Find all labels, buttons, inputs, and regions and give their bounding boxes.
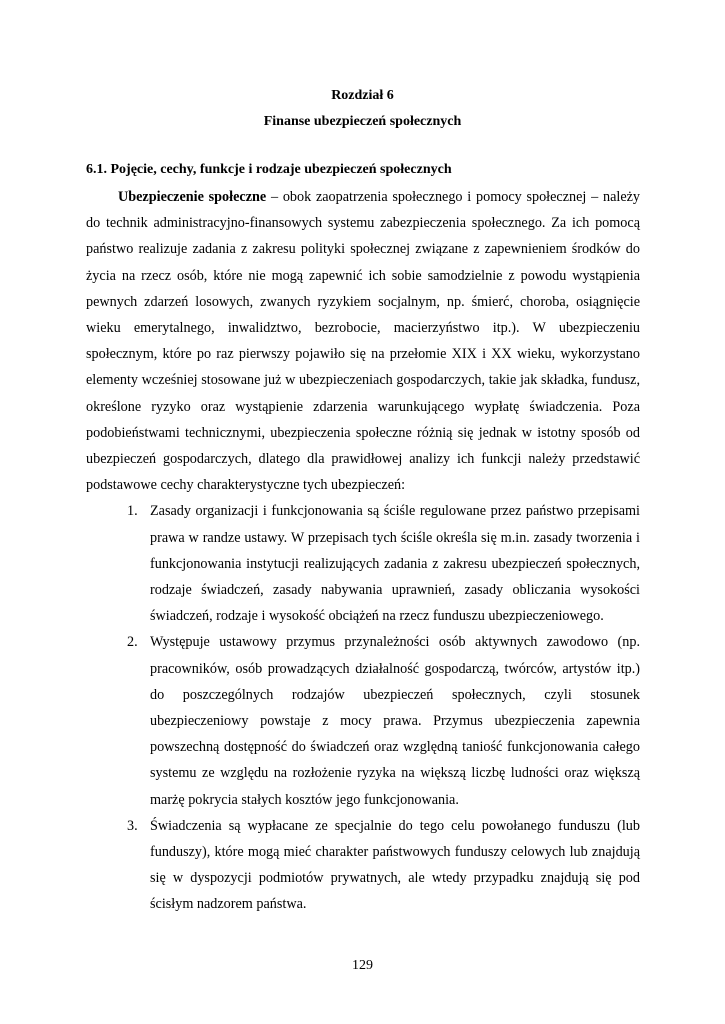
list-item-text: Zasady organizacji i funkcjonowania są ściśle regulowane przez państwo przepisami prawa w randze ustawy. W przepisach tych ściśle określa się m.in. zasady tworzenia i funkcjonowania instytucji realizujących zadania z zakresu ubezpieczeń społecznych, rodzaje świadczeń, zasady nabywania uprawnień, zasady obliczania wysokości świadczeń, rodzaje i wysokość obciążeń na rzecz funduszu ubezpieczeniowego. xyxy=(150,503,640,625)
list-item xyxy=(127,813,640,918)
list-item xyxy=(127,629,640,812)
body-text xyxy=(86,184,640,918)
list-item xyxy=(127,498,640,629)
list-item-number: 2. xyxy=(127,634,138,651)
intro-term: Ubezpieczenie społeczne xyxy=(118,189,267,205)
feature-list xyxy=(86,498,640,917)
section-heading: 6.1. Pojęcie, cechy, funkcje i rodzaje ubezpieczeń społecznych xyxy=(86,162,452,177)
intro-paragraph xyxy=(86,184,640,498)
intro-text: – obok zaopatrzenia społecznego i pomocy społecznej – należy do technik administracyjno-finansowych systemu zabezpieczenia społecznego. Za ich pomocą państwo realizuje zadania z zakresu polityki społecznej związane z zapewnieniem środków do życia na rzecz osób, które nie mogą zapewnić ich sobie samodzielnie z powodu wystąpienia pewnych zdarzeń losowych, zwanych ryzykiem socjalnym, np. śmierć, choroba, osiągnięcie wieku emerytalnego, inwalidztwo, bezrobocie, macierzyństwo itp.). W ubezpieczeniu społecznym, które po raz pierwszy pojawiło się na przełomie XIX i XX wieku, wykorzystano elementy wcześniej stosowane już w ubezpieczeniach gospodarczych, takie jak składka, fundusz, określone ryzyko oraz wystąpienie zdarzenia warunkującego wypłatę świadczenia. Poza podobieństwami technicznymi, ubezpieczenia społeczne różnią się jednak w istotny sposób od ubezpieczeń gospodarczych, dlatego dla prawidłowej analizy ich funkcji należy przedstawić podstawowe cechy charakterystyczne tych ubezpieczeń: xyxy=(86,189,641,494)
chapter-label: Rozdział 6 xyxy=(331,88,394,103)
list-item-text: Występuje ustawowy przymus przynależności osób aktywnych zawodowo (np. pracowników, osób prowadzących działalność gospodarczą, twórców, artystów itp.) do poszczególnych rodzajów ubezpieczeń społecznych, czyli stosunek ubezpieczeniowy powstaje z mocy prawa. Przymus ubezpieczenia zapewnia powszechną dostępność do świadczeń oraz względną taniość funkcjonowania całego systemu ze względu na rozłożenie ryzyka na większą liczbę ludności oraz większą marżę pokrycia stałych kosztów jego funkcjonowania. xyxy=(150,634,640,808)
list-item-number: 1. xyxy=(127,503,138,520)
list-item-number: 3. xyxy=(127,817,138,834)
list-item-text: Świadczenia są wypłacane ze specjalnie do tego celu powołanego funduszu (lub funduszy), które mogą mieć charakter państwowych funduszy celowych lub znajdują się w dyspozycji podmiotów prywatnych, ale wtedy przypadku znajdują się pod ścisłym nadzorem państwa. xyxy=(150,817,640,913)
page-number: 129 xyxy=(352,958,373,973)
chapter-title: Finanse ubezpieczeń społecznych xyxy=(263,114,462,129)
